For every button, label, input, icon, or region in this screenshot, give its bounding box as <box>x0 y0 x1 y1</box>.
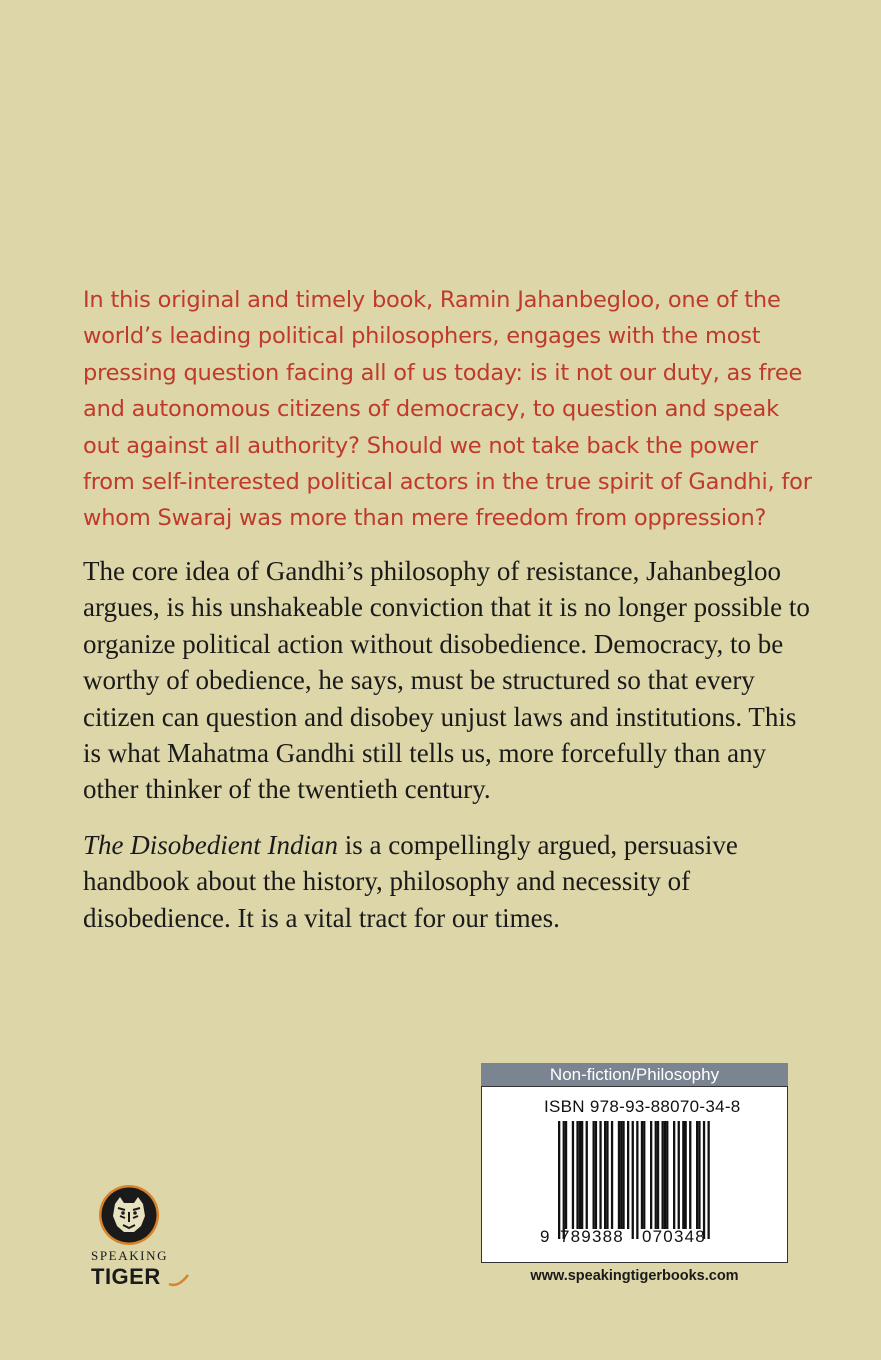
barcode-digit-first: 9 <box>540 1227 550 1246</box>
barcode-bar <box>599 1121 601 1229</box>
summary-text: is a compellingly argued, persuasive handbook about the history, philosophy and necessity of disobedience. It is a vital tract for our times. <box>83 830 738 933</box>
barcode-bar <box>558 1121 560 1239</box>
barcode-bar <box>689 1121 691 1229</box>
barcode-bar <box>696 1121 698 1229</box>
barcode-bar <box>563 1121 565 1239</box>
isbn-barcode-box <box>481 1086 788 1263</box>
barcode-bar <box>708 1121 710 1239</box>
blurb-paragraph-intro: In this original and timely book, Ramin Jahanbegloo, one of the world’s leading political philosophers, engages with the most pressing question facing all of us today: is it not our duty, as free and autonomous citizens of democracy, to question and speak out against all authority? Should we not take back the power from self-interested political actors in the true spirit of Gandhi, for whom Swaraj was more than mere freedom from oppression? <box>83 287 812 532</box>
barcode-bar <box>698 1121 700 1229</box>
barcode-bar <box>650 1121 652 1229</box>
barcode-bar <box>682 1121 684 1229</box>
barcode-digits-left: 789388 <box>560 1227 624 1246</box>
isbn-label: ISBN 978-93-88070-34-8 <box>544 1097 741 1116</box>
tiger-head-icon <box>96 1182 166 1248</box>
barcode-graphic <box>482 1087 787 1262</box>
barcode-bar <box>576 1121 578 1229</box>
barcode-bar <box>657 1121 659 1229</box>
barcode-digits-right: 070348 <box>642 1227 706 1246</box>
barcode-bar <box>627 1121 629 1229</box>
barcode-bar <box>641 1121 643 1229</box>
publisher-website: www.speakingtigerbooks.com <box>530 1268 739 1284</box>
barcode-bar <box>655 1121 657 1229</box>
barcode-bar <box>586 1121 588 1229</box>
barcode-bar <box>618 1121 620 1229</box>
blurb-paragraph-summary <box>83 827 813 936</box>
barcode-bar <box>673 1121 675 1229</box>
barcode-bar <box>664 1121 666 1229</box>
barcode-bar <box>572 1121 574 1229</box>
barcode-bar <box>636 1121 638 1239</box>
barcode-bar <box>620 1121 622 1229</box>
barcode-bar <box>643 1121 645 1229</box>
barcode-bar <box>604 1121 606 1229</box>
barcode-bar <box>611 1121 613 1229</box>
publisher-logo <box>88 1180 198 1295</box>
barcode-bar <box>662 1121 664 1229</box>
logo-tiger-text: TIGER <box>91 1264 161 1289</box>
barcode-bar <box>685 1121 687 1229</box>
barcode-bar <box>703 1121 705 1239</box>
barcode-bar <box>632 1121 634 1239</box>
genre-label: Non-fiction/Philosophy <box>481 1063 788 1086</box>
barcode-bar <box>581 1121 583 1229</box>
barcode-bar <box>666 1121 668 1229</box>
barcode-bar <box>622 1121 624 1229</box>
barcode-bar <box>579 1121 581 1229</box>
barcode-bar <box>606 1121 608 1229</box>
blurb-paragraph-core-idea: The core idea of Gandhi’s philosophy of resistance, Jahanbegloo argues, is his unshakeable conviction that it is no longer possible to organize political action without disobedience. Democracy, to be worthy of obedience, he says, must be structured so that every citizen can question and disobey unjust laws and institutions. This is what Mahatma Gandhi still tells us, more forcefully than any other thinker of the twentieth century. <box>83 556 810 805</box>
logo-speaking-text: SPEAKING <box>91 1248 169 1263</box>
barcode-bar <box>678 1121 680 1229</box>
book-title-italic: The Disobedient Indian <box>83 830 338 860</box>
tiger-tail-icon <box>168 1272 190 1288</box>
barcode-bar <box>565 1121 567 1229</box>
barcode-bar <box>595 1121 597 1229</box>
barcode-bar <box>593 1121 595 1229</box>
